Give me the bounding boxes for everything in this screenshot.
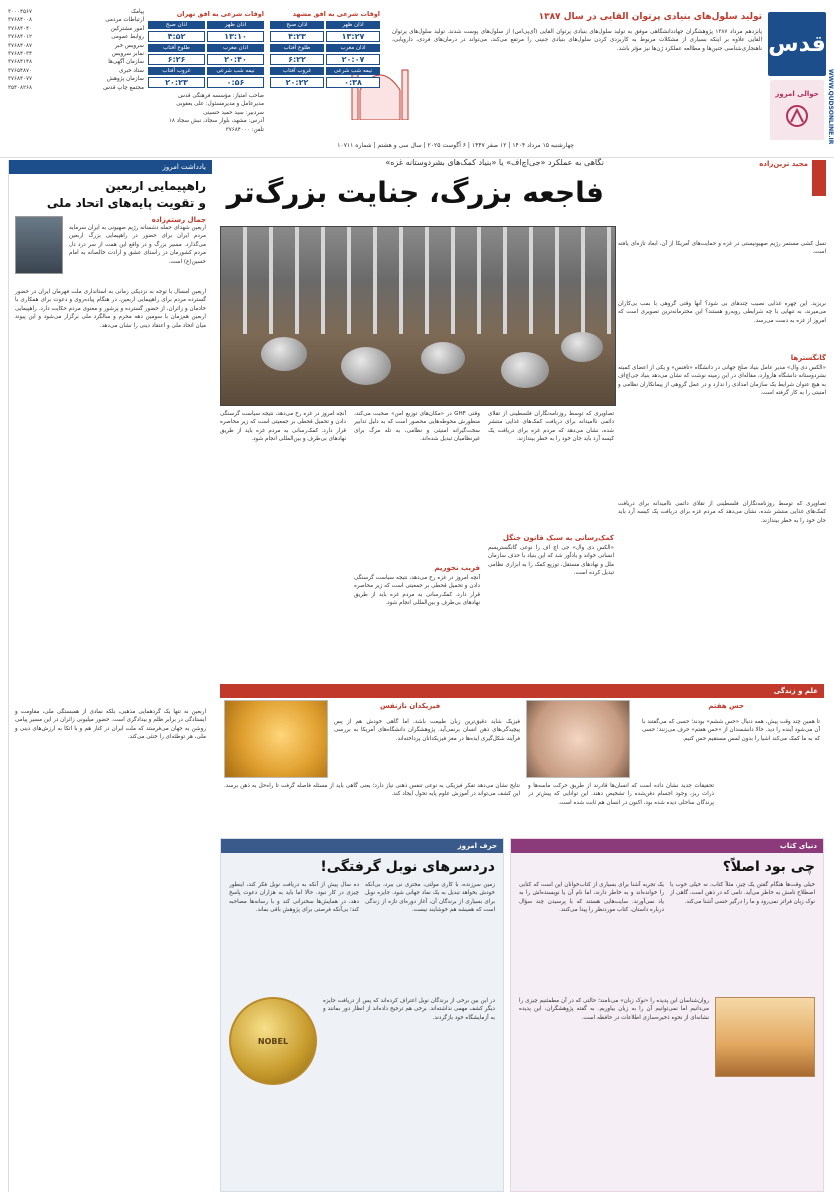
main-text: تصاویری که توسط روزنامه‌نگاران فلسطینی از تقلای دائمی ناامیدانه برای دریافت کمک‌های غذایی منتشر شده، نشان می‌دهد که مردم غزه برای دریافت یک کیسه آرد باید جان خود را به خطر بیندازند. bbox=[618, 501, 826, 524]
prayer-label: نیمه شب شرعی bbox=[207, 67, 264, 75]
fence-bars bbox=[221, 227, 615, 334]
opinion-title-line: و تقویت پایه‌های اتحاد ملی bbox=[46, 196, 206, 210]
prayer-value: ۴:۵۲ bbox=[148, 31, 205, 42]
main-text: آنچه امروز در غزه رخ می‌دهد، نتیجه سیاست گرسنگی دادن و تحمیل قحطی بر جمعیتی است که زیر محاصره قرار دارد. کمک‌رسانی به مردم غزه باید از طریق نهادهای بی‌طرف و بین‌المللی انجام شود. bbox=[220, 411, 346, 443]
harf-section-header: حرف امروز bbox=[221, 839, 503, 853]
contact-line: تلفن: ۳۷۶۸۴۰۰۰ bbox=[225, 126, 264, 133]
prayer-label: نیمه شب شرعی bbox=[326, 67, 380, 75]
prayer-label: اذان ظهر bbox=[207, 21, 264, 29]
main-text: «الکس دی وال» جی اچ اف را نوعی گانگستریسم انسانی خواند و یادآور شد که این بنیاد با حذف سازمان ملل و نهادهای مستقل، توزیع کمک را به ابزاری نظامی تبدیل کرده است. bbox=[488, 545, 614, 577]
prayer-label: طلوع آفتاب bbox=[270, 44, 324, 52]
subhead: گانگسترها bbox=[790, 354, 826, 362]
brain-head-image bbox=[224, 700, 328, 778]
prayer-label: اذان ظهر bbox=[326, 21, 380, 29]
contact-line: صاحب امتیاز: مؤسسه فرهنگی قدس bbox=[178, 93, 264, 99]
main-column bbox=[220, 410, 346, 680]
book-world-box bbox=[510, 838, 824, 1192]
main-intro: نسل کشی مستمر رژیم صهیونیستی در غزه و حمایت‌های آمریکا از آن، ابعاد تازه‌ای یافته است. bbox=[618, 241, 826, 256]
phone-directory bbox=[8, 8, 144, 92]
opinion-body: اربعین شهدای حمله دشمنانه رژیم صهیونی به ایران سرمایه مردم ایران برای حضور در راهپیمایی بزرگ اربعین می‌گذارد. مسیر بزرگ و در واقع این همت از سر درد دل مردم کشورمان در راستای عشق و ارادت خالصانه به امام حسین(ع) است. bbox=[69, 225, 206, 265]
prayer-value: ۲۰:۲۳ bbox=[148, 77, 205, 88]
harf-emrouz-box bbox=[220, 838, 504, 1192]
directory-row: ستاد خبری ۳۷۶۵۴۸۷۰ bbox=[8, 67, 144, 74]
main-headline: فاجعه بزرگ، جنایت بزرگ‌تر bbox=[226, 176, 604, 209]
subhead: کمک‌رسانی به سبک قانون جنگل bbox=[502, 534, 614, 542]
prayer-value: ۲۰:۲۲ bbox=[270, 77, 324, 88]
dateline: چهارشنبه ۱۵ مرداد ۱۴۰۴ | ۱۲ صفر ۱۴۴۷ | ۶ آگوست ۲۰۲۵ | سال سی و هشتم | شماره ۱۰۷۱۱ bbox=[337, 142, 574, 149]
pot-shape bbox=[341, 347, 391, 385]
prayer-value: ۶:۲۶ bbox=[148, 54, 205, 65]
prayer-label: طلوع آفتاب bbox=[148, 44, 205, 52]
main-side-column bbox=[618, 200, 826, 500]
main-column bbox=[354, 410, 480, 680]
opinion-author: جمال رستم‌زاده bbox=[151, 216, 206, 224]
prayer-value: ۴:۲۳ bbox=[270, 31, 324, 42]
directory-row: ارتباطات مردمی ۳۷۶۸۴۰۰۸ bbox=[8, 17, 144, 24]
main-column bbox=[488, 410, 614, 680]
prayer-label: اذان صبح bbox=[148, 21, 205, 29]
contact-line: مدیرعامل و مدیرمسئول: علی یعقوبی bbox=[176, 101, 264, 108]
prayer-label: اذان مغرب bbox=[326, 44, 380, 52]
harf-text: در این بین برخی از برندگان نوبل اعتراف کرده‌اند که پس از دریافت جایزه دیگر کشف مهمی نداشته‌اند. برخی هم ترجیح داده‌اند از انظار دور بمانند و به آزمایشگاه خود بازگردند. bbox=[323, 998, 495, 1021]
prayer-label: غروب آفتاب bbox=[270, 67, 324, 75]
contact-line: سردبیر: سید حمید حسینی bbox=[203, 109, 264, 116]
hawali-emrouz-badge bbox=[770, 80, 824, 140]
prayer-value: ۲۰:۰۷ bbox=[326, 54, 380, 65]
opinion-section-header: یادداشت امروز bbox=[9, 160, 212, 174]
main-side-text: بریزید. این چهره غذایی نصیب چندهای بی شود؟ آنها وقتی گروهی با بمب بی‌کاران می‌میرند، به تنهایی با چه شرایطی روبه‌رو هستند؟ این محترمانه‌ترین تصویری است که امروز از غزه به دست می‌رسد. bbox=[618, 301, 826, 324]
nobel-medal-image: NOBEL bbox=[229, 997, 317, 1085]
pot-shape bbox=[421, 342, 465, 374]
book-section-header: دنیای کتاب bbox=[511, 839, 823, 853]
subhead: فریب نخوریم bbox=[434, 564, 480, 572]
science-section-header: علم و زندگی bbox=[220, 684, 824, 698]
opinion-body: اربعین نه تنها یک گردهمایی مذهبی، بلکه نمادی از همبستگی ملی، مقاومت و ایستادگی در برابر ظلم و بیدادگری است. حضور میلیونی زائران در این مسیر پیامی روشن به جهان می‌فرستد که ملت ایران در کنار هم و با اتکا به ارزش‌های دینی و ملی، هر توطئه‌ای را خنثی می‌کند. bbox=[15, 709, 206, 741]
harf-text: ده سال پیش از آنکه به دریافت نوبل فکر کند، اینطور چیزی در کار نبود. حالا اما باید به هزاران دعوت پاسخ دهد، در همایش‌ها سخنرانی کند و با رسانه‌ها مصاحبه کند؛ بی‌آنکه فرصتی برای پژوهش باقی بماند. bbox=[229, 882, 359, 914]
main-author: مجید ترین‌زاده bbox=[759, 160, 808, 168]
science-text: تحقیقات جدید نشان داده است که انسان‌ها قادرند از طریق حرکت ماسه‌ها و ذرات ریز، وجود اجسام دفن‌شده را تشخیص دهند. این توانایی که پیش‌تر در پرندگان ساحلی دیده شده بود، اکنون در انسان هم ثابت شده است. bbox=[528, 783, 714, 806]
author-photo bbox=[15, 216, 63, 274]
main-photo bbox=[220, 226, 616, 406]
science-title-right: حس هفتم bbox=[708, 702, 744, 710]
prayer-value: ۰:۳۸ bbox=[326, 77, 380, 88]
opinion-column bbox=[8, 160, 212, 1192]
decor-icon bbox=[783, 102, 811, 130]
main-text: آنچه امروز در غزه رخ می‌دهد، نتیجه سیاست گرسنگی دادن و تحمیل قحطی بر جمعیتی است که زیر محاصره قرار دارد. کمک‌رسانی به مردم غزه باید از طریق نهادهای بی‌طرف و بین‌المللی انجام شود. bbox=[354, 575, 480, 607]
main-text: وقتی GHF در «مکان‌های توزیع امن» صحبت می‌کند، منظورش محوطه‌هایی محصور است که به دلیل تدابیر سخت‌گیرانه امنیتی و نظامی، به تله مرگ برای غیرنظامیان تبدیل شده‌اند. bbox=[354, 411, 480, 443]
main-side-text: «الکس دی وال» مدیر عامل بنیاد صلح جهانی در دانشگاه «تافتس» و یکی از اعضای کمیته بشردوستانه دانشگاه هاروارد، مقاله‌ای در این زمینه نوشت که نشان می‌دهد بنیاد جی‌اچ‌اف به هیچ عنوان شرایط یک سازمان امدادی را ندارد و در عمل گروهی از پیمانکاران نظامی و امنیتی را به کار گرفته است. bbox=[618, 365, 826, 397]
science-title-left: فیزیکدان نازنفس bbox=[380, 702, 441, 710]
prayer-times-mashhad bbox=[270, 10, 380, 130]
directory-row: مجتمع چاپ قدس ۳۵۴۰۸۲۶۸ bbox=[8, 84, 144, 91]
publisher-info bbox=[148, 92, 264, 134]
quds-logo: قدس bbox=[768, 12, 826, 76]
book-text: روان‌شناسان این پدیده را «نوک زبان» می‌نامند؛ حالتی که در آن مطمئنیم چیزی را می‌دانیم اما نمی‌توانیم آن را به زبان بیاوریم. به گفته پژوهشگران، این پدیده نشانه‌ای از نحوه ذخیره‌سازی اطلاعات در حافظه است. bbox=[519, 998, 709, 1021]
main-text: تصاویری که توسط روزنامه‌نگاران فلسطینی از تقلای دائمی ناامیدانه برای دریافت کمک‌های غذایی منتشر شده، نشان می‌دهد که مردم غزه برای دریافت یک کیسه آرد باید جان خود را به خطر بیندازند. bbox=[488, 411, 614, 443]
pot-shape bbox=[561, 332, 603, 362]
directory-row: پیامک ۳۰۰۰۴۵۶۷ bbox=[8, 9, 144, 15]
pot-shape bbox=[501, 352, 549, 388]
prayer-value: ۱۳:۱۰ bbox=[207, 31, 264, 42]
book-text: خیلی وقت‌ها هنگام گفتن یک چیز، مثلاً کتاب، نه خیلی خوب با اصطلاح نامش به خاطر می‌آید. نامی که در ذهن است، گاهی از نوک زبان فراتر نمی‌رود و ما را درگیر حسی آشنا می‌کند. bbox=[670, 882, 815, 905]
prayer-title-tehran: اوقات شرعی به افق تهران bbox=[176, 10, 264, 18]
directory-row: امور مشترکین ۳۷۶۸۴۰۴۰ bbox=[8, 25, 144, 32]
prayer-value: ۰:۵۶ bbox=[207, 77, 264, 88]
prayer-label: اذان صبح bbox=[270, 21, 324, 29]
hands-sand-image bbox=[526, 700, 630, 778]
prayer-title-mashhad: اوقات شرعی به افق مشهد bbox=[292, 10, 380, 18]
harf-text: زمین سرزنده، با کاری مولتی، مختری نی ببرد، بی‌آنکه خودش بخواهد تبدیل به یک نماد جهانی شود. جایزه نوبل برای بسیاری از برندگان آن، آغاز دوره‌ای تازه از زندگی است که همیشه هم خوشایند نیست. bbox=[365, 882, 495, 914]
pot-shape bbox=[261, 337, 307, 371]
harf-title: دردسرهای نوبل گرفتگی! bbox=[320, 859, 495, 875]
prayer-label: اذان مغرب bbox=[207, 44, 264, 52]
book-title: چی بود اصلاً؟ bbox=[722, 859, 815, 875]
site-url[interactable]: WWW.QUDSONLINE.IR bbox=[827, 68, 834, 144]
article-accent-bar bbox=[812, 160, 826, 196]
prayer-value: ۶:۲۲ bbox=[270, 54, 324, 65]
opinion-title bbox=[9, 174, 212, 216]
contact-line: آدرس: مشهد، بلوار سجاد، نبش سجاد ۱۸ bbox=[168, 118, 264, 125]
badge-label: حوالی امروز bbox=[775, 90, 819, 98]
directory-row: سازمان آگهی‌ها ۳۷۶۸۴۱۴۸ bbox=[8, 59, 144, 66]
science-text: تا همین چند وقت پیش، همه دنبال «حس ششم» بودند؛ حسی که می‌گفتند با آن می‌شود آینده را دید. حالا دانشمندان از «حس هفتم» حرف می‌زنند؛ حسی که به ما کمک می‌کند اشیا را بدون لمس مستقیم حس کنیم. bbox=[642, 719, 820, 742]
directory-row: سرویس خبر ۳۷۶۸۴۰۸۷ bbox=[8, 42, 144, 49]
prayer-value: ۱۳:۲۷ bbox=[326, 31, 380, 42]
today-in-history-headline: تولید سلول‌های بنیادی پرتوان القایی در سال ۱۳۸۷ bbox=[538, 12, 762, 22]
directory-row: سازمان پژوهش ۳۷۶۸۴۰۷۷ bbox=[8, 76, 144, 83]
open-book-image bbox=[715, 997, 815, 1077]
main-kicker: نگاهی به عملکرد «جی‌اچ‌اف» یا «بنیاد کمک‌های بشردوستانه غزه» bbox=[385, 158, 604, 167]
main-column bbox=[618, 500, 826, 680]
prayer-value: ۲۰:۴۰ bbox=[207, 54, 264, 65]
book-text: یک تجربه آشنا برای بسیاری از کتاب‌خوانان این است که کتابی را خوانده‌اند و به خاطر دارند، اما نام آن یا نویسنده‌اش را به یاد نمی‌آورند. سایت‌هایی هستند که با پرسیدن چند سؤال درباره داستان، کتاب موردنظر را پیدا می‌کنند. bbox=[519, 882, 664, 914]
today-in-history-text: پانزدهم مرداد ۱۳۸۷ پژوهشگران جهاددانشگاهی موفق به تولید سلول‌های بنیادی پرتوان القایی (آی‌پی‌اس) از سلول‌های پوست شدند. تولید سلول‌های پرتوان القایی علاوه بر اینکه بسیاری از مشکلات مربوط به کاربردی کردن سلول‌های بنیادی جنینی را مرتفع می‌کند، می‌تواند در درمان‌های فردی، دارو‌یابی، ناهنجاری‌شناسی جنین‌ها و مطالعه عملکرد ژن‌ها نیز مؤثر باشد. bbox=[392, 29, 762, 52]
opinion-body: اربعین امسال با توجه به نزدیکی زمانی به استانداری ملت فهرمان ایران در حضور گسترده مردم برای راهپیمایی اربعین، در هنگام پیاده‌روی و دعوت برای همکاری با خادمان و زائران، از حضور گسترده و پرشور و معنوی مردم حکایت دارد. راهپیمایی اربعین هم‌زمان با سومین دهه محرم و سالگرد ملی برگزار می‌شود و این پیوند میان اتحاد ملی و اعتقاد دینی را نشان می‌دهد. bbox=[15, 289, 206, 329]
science-text: نتایج نشان می‌دهد تفکر فیزیکی به نوعی تنفس ذهنی نیاز دارد؛ یعنی گاهی باید از مسئله فاصله گرفت تا راه‌حل به ذهن برسد. این کشف می‌تواند در آموزش علوم پایه تحول ایجاد کند. bbox=[224, 783, 520, 798]
masthead bbox=[0, 0, 834, 158]
prayer-label: غروب آفتاب bbox=[148, 67, 205, 75]
science-text: فیزیک شاید دقیق‌ترین زبان طبیعت باشد، اما گاهی خودش هم از پس پیچیدگی‌های ذهن انسان برنمی‌آید. پژوهشگران دانشگاه‌های آمریکا به بررسی فرآیند شکل‌گیری ایده‌ها در مغز فیزیکدانان پرداخته‌اند. bbox=[334, 719, 520, 742]
directory-row: نمابر سرویس ۳۷۶۸۴۰۳۴ bbox=[8, 51, 144, 58]
directory-row: روابط عمومی ۳۷۶۸۴۰۱۲ bbox=[8, 34, 144, 41]
opinion-title-line: راهپیمایی اربعین bbox=[105, 179, 206, 193]
science-section bbox=[220, 684, 824, 834]
